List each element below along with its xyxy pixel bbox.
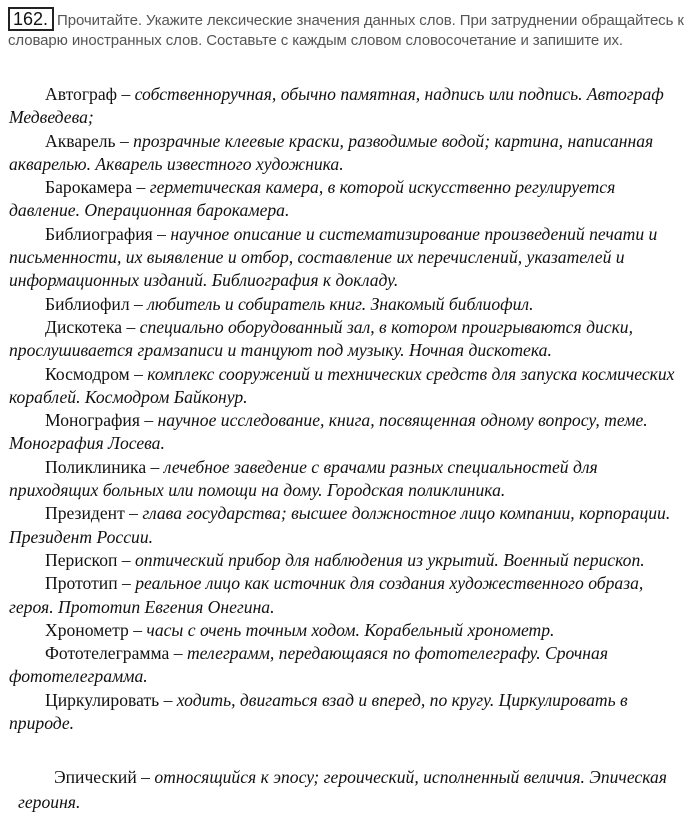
dash: –	[122, 316, 140, 337]
vocab-term: Фототелеграмма	[45, 643, 170, 664]
vocab-entry	[9, 549, 689, 572]
vocab-term: Библиография	[45, 223, 153, 244]
vocab-entry	[9, 293, 689, 316]
dash: –	[159, 689, 177, 710]
dash: –	[146, 456, 164, 477]
vocab-entry	[9, 363, 689, 410]
vocab-definition: научное исследование, книга, посвященная одному вопросу, теме. Монография Лосева.	[9, 410, 648, 454]
dash: –	[115, 130, 134, 151]
vocab-term: Барокамера	[45, 177, 133, 198]
vocab-term: Циркулировать	[45, 689, 160, 710]
dash: –	[117, 549, 135, 570]
vocab-term: Дискотека	[45, 316, 123, 337]
vocab-entry	[9, 223, 689, 293]
vocab-definition: комплекс сооружений и технических средств для запуска космических кораблей. Космодром Байконур.	[9, 363, 675, 407]
vocab-definition: собственноручная, обычно памятная, надпись или подпись. Автограф Медведева;	[9, 84, 664, 128]
dash: –	[117, 573, 136, 594]
vocab-term: Перископ	[45, 549, 118, 570]
vocab-term: Поликлиника	[45, 456, 147, 477]
task-number: 162.	[8, 7, 54, 31]
vocab-term: Акварель	[45, 130, 116, 151]
dash: –	[169, 643, 187, 664]
dash: –	[117, 84, 135, 104]
vocab-entry	[9, 456, 689, 503]
vocab-entry	[9, 572, 689, 619]
vocab-term: Автограф	[45, 84, 118, 104]
vocab-definition: часы с очень точным ходом. Корабельный хронометр.	[146, 619, 555, 640]
vocab-entry	[9, 83, 689, 130]
task-header	[8, 7, 692, 51]
dash: –	[139, 410, 158, 431]
vocab-entry	[9, 176, 689, 223]
vocab-definition: относящийся к эпосу; героический, исполненный величия. Эпическая героиня.	[18, 767, 667, 812]
dash: –	[129, 293, 148, 314]
dash: –	[152, 223, 171, 244]
vocab-definition: реальное лицо как источник для создания художественного образа, героя. Прототип Евгения Онегина.	[9, 573, 644, 617]
vocab-definition: телеграмм, передающаяся по фототелеграфу. Срочная фототелеграмма.	[9, 643, 608, 687]
vocab-term: Хронометр	[45, 619, 129, 640]
vocabulary-list	[9, 83, 689, 735]
task-instruction: Прочитайте. Укажите лексические значения данных слов. При затруднении обращайтесь к словарю иностранных слов. Составьте с каждым словом словосочетание и запишите их.	[8, 12, 684, 49]
vocab-term: Президент	[45, 503, 125, 524]
dash: –	[129, 363, 148, 384]
vocab-definition: любитель и собиратель книг. Знакомый библиофил.	[147, 293, 534, 314]
vocab-entry	[9, 316, 689, 363]
dash: –	[124, 503, 143, 524]
vocab-definition: герметическая камера, в которой искусственно регулируется давление. Операционная барокамера.	[9, 177, 616, 221]
vocab-term: Библиофил	[45, 293, 130, 314]
dash: –	[136, 767, 155, 787]
vocab-entry	[9, 619, 689, 642]
vocab-term: Прототип	[45, 573, 118, 594]
vocab-definition: научное описание и систематизирование произведений печати и письменности, их выявление и отбор, составление их перечислений, указателей и информационных изданий. Библиография к докладу.	[9, 223, 658, 291]
dash: –	[132, 177, 150, 198]
vocab-entry	[9, 130, 689, 177]
vocab-term: Монография	[45, 410, 140, 431]
vocab-term: Эпический	[54, 767, 137, 787]
vocab-entry	[9, 502, 689, 549]
vocab-definition: глава государства; высшее должностное лицо компании, корпорации. Президент России.	[9, 503, 671, 547]
vocab-term: Космодром	[45, 363, 130, 384]
vocab-definition: специально оборудованный зал, в котором проигрываются диски, прослушивается грамзаписи и танцуют под музыку. Ночная дискотека.	[9, 316, 634, 361]
vocab-entry	[9, 409, 689, 456]
vocab-entry	[9, 689, 689, 736]
vocab-definition: прозрачные клеевые краски, разводимые водой; картина, написанная акварелью. Акварель известного художника.	[9, 130, 654, 174]
vocab-entry	[9, 642, 689, 689]
epic-entry	[18, 765, 690, 815]
dash: –	[128, 619, 147, 640]
vocab-definition: оптический прибор для наблюдения из укрытий. Военный перископ.	[135, 549, 645, 570]
vocab-definition: ходить, двигаться взад и вперед, по кругу. Циркулировать в природе.	[9, 689, 628, 734]
vocab-definition: лечебное заведение с врачами разных специальностей для приходящих больных или помощи на дому. Городская поликлиника.	[9, 456, 598, 501]
